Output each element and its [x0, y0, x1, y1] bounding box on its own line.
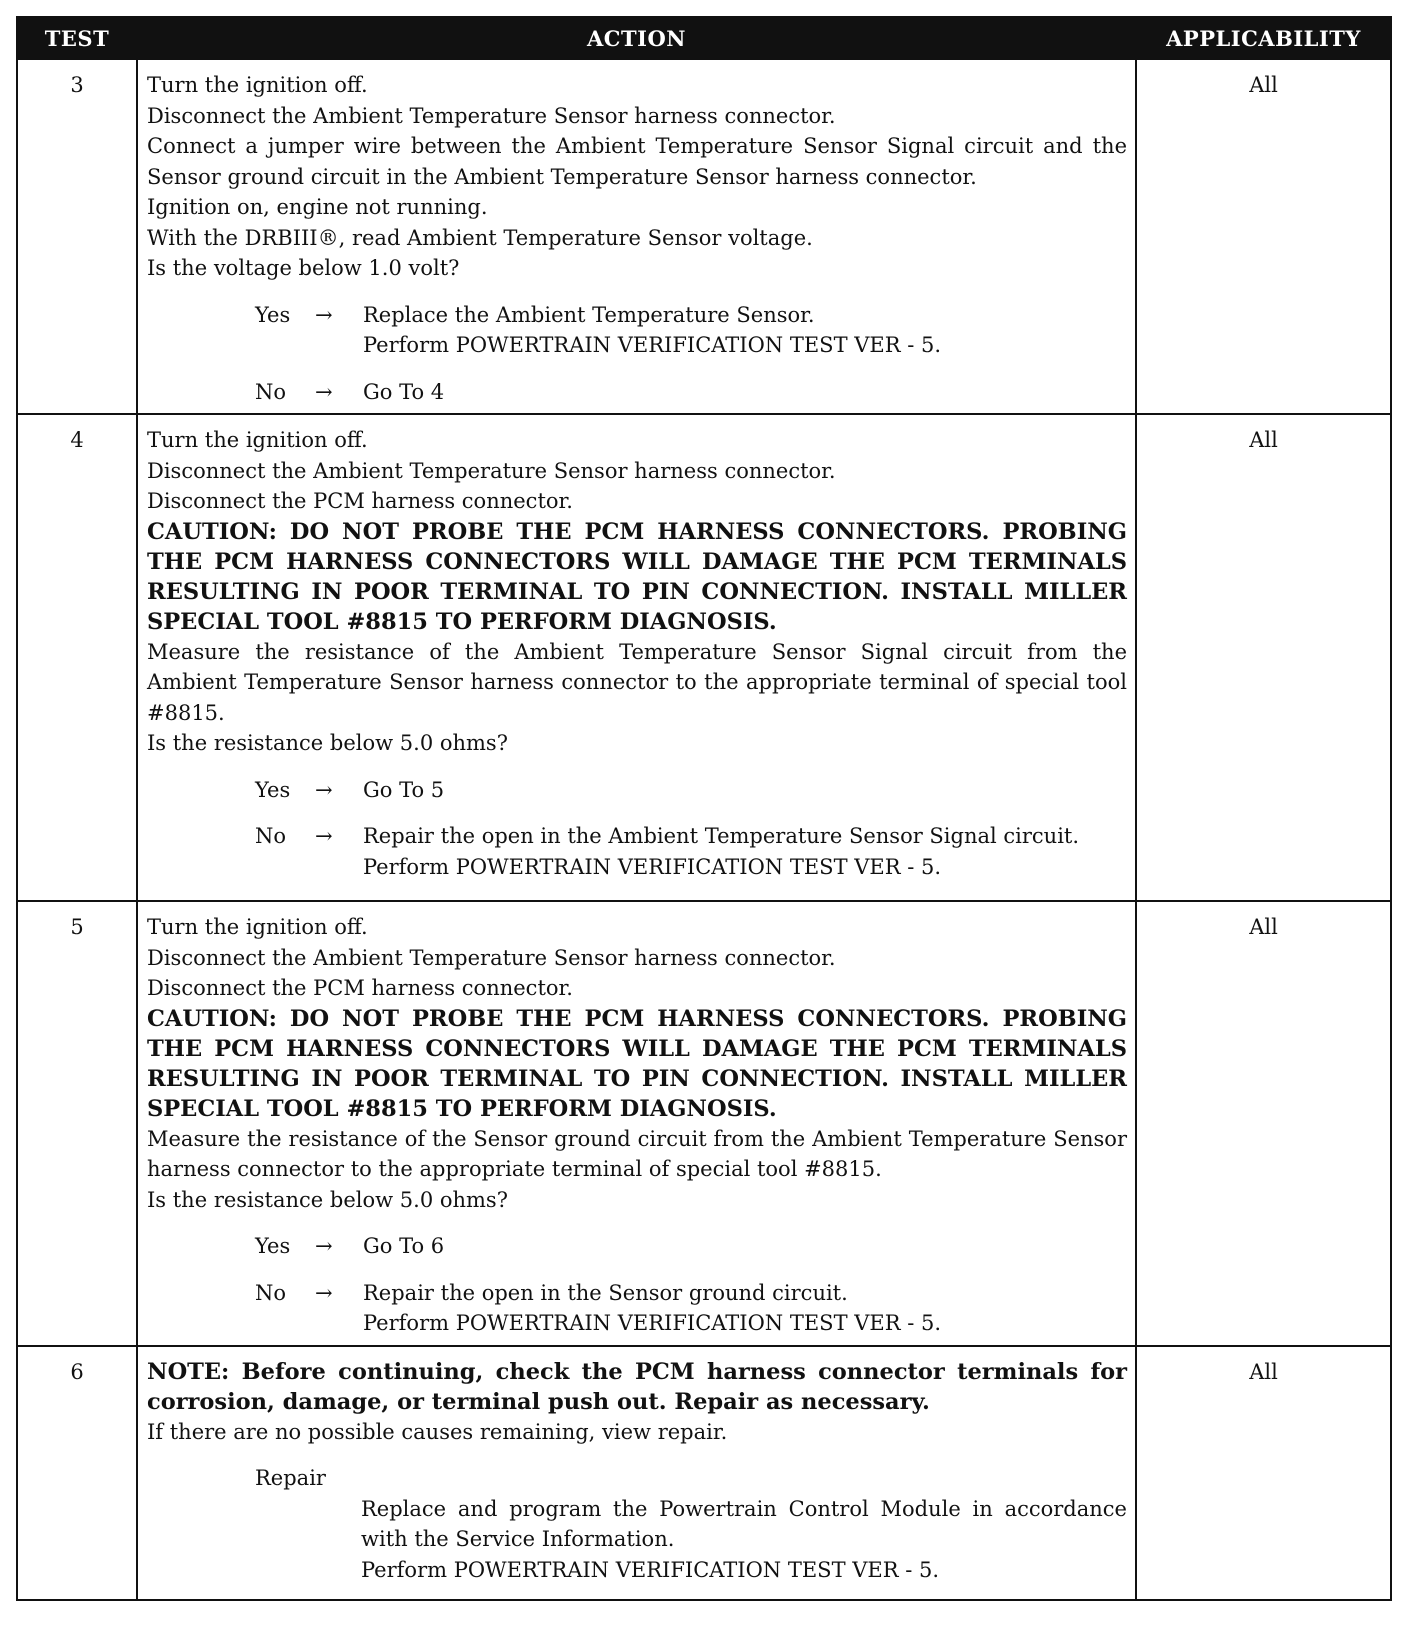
- no-result: [363, 377, 1127, 408]
- question-line: Is the voltage below 1.0 volt?: [147, 256, 460, 280]
- no-label: No: [255, 379, 287, 404]
- result-line: Go To 6: [363, 1234, 445, 1258]
- test-row-5: [17, 901, 1391, 1346]
- diagnostic-test-table: [16, 16, 1390, 1650]
- action-cell: [137, 414, 1136, 901]
- yes-label: Yes: [255, 777, 291, 802]
- result-line: Perform POWERTRAIN VERIFICATION TEST VER - 5.: [363, 1311, 942, 1335]
- step-line: With the DRBIII®, read Ambient Temperature Sensor voltage.: [147, 225, 813, 250]
- header-applicability: APPLICABILITY: [1136, 17, 1391, 59]
- no-branch: [147, 377, 1127, 408]
- yes-result: [363, 300, 1127, 361]
- no-branch: [147, 1278, 1127, 1339]
- result-line: Perform POWERTRAIN VERIFICATION TEST VER - 5.: [363, 333, 942, 357]
- step-line: Disconnect the Ambient Temperature Sensor harness connector.: [147, 945, 836, 970]
- test-row-4: [17, 414, 1391, 901]
- result-line: Go To 5: [363, 777, 445, 802]
- arrow-right-icon: →: [315, 379, 333, 404]
- repair-line: Perform POWERTRAIN VERIFICATION TEST VER - 5.: [361, 1557, 940, 1582]
- action-cell: [137, 59, 1136, 414]
- action-cell: [137, 1346, 1136, 1600]
- step-line: Disconnect the PCM harness connector.: [147, 489, 573, 513]
- yes-result: [363, 775, 1127, 806]
- arrow-right-icon: →: [315, 824, 333, 848]
- header-test: TEST: [17, 17, 137, 59]
- note-text: NOTE: Before continuing, check the PCM harness connector terminals for corrosion, damage, or terminal push out. Repair as necessary.: [147, 1358, 1127, 1415]
- step-line: Disconnect the Ambient Temperature Sensor harness connector.: [147, 103, 836, 128]
- arrow-right-icon: →: [315, 302, 333, 327]
- step-line: Turn the ignition off.: [147, 915, 368, 939]
- repair-instructions: [255, 1494, 1127, 1586]
- step-line: Connect a jumper wire between the Ambient Temperature Sensor Signal circuit and the Sensor ground circuit in the Ambient Temperature Sensor harness connector.: [147, 134, 1127, 189]
- test-row-3: [17, 59, 1391, 414]
- step-line: Measure the resistance of the Ambient Temperature Sensor Signal circuit from the Ambient Temperature Sensor harness connector to the appropriate terminal of special tool #8815.: [147, 639, 1127, 725]
- question-line: Is the resistance below 5.0 ohms?: [147, 731, 508, 755]
- no-result: [363, 821, 1127, 882]
- yes-branch: [147, 300, 1127, 361]
- arrow-right-icon: →: [315, 1280, 333, 1305]
- result-line: Repair the open in the Sensor ground circuit.: [363, 1280, 848, 1305]
- repair-block: [147, 1463, 1127, 1585]
- repair-line: Replace and program the Powertrain Control Module in accordance with the Service Information.: [361, 1496, 1127, 1551]
- arrow-right-icon: →: [315, 1234, 333, 1258]
- result-line: Perform POWERTRAIN VERIFICATION TEST VER - 5.: [363, 854, 942, 879]
- yes-label: Yes: [255, 1234, 291, 1258]
- applicability-value: All: [1136, 1346, 1391, 1600]
- test-number: 4: [17, 414, 137, 901]
- step-line: Measure the resistance of the Sensor ground circuit from the Ambient Temperature Sensor harness connector to the appropriate terminal of special tool #8815.: [147, 1126, 1127, 1181]
- no-label: No: [255, 1280, 287, 1305]
- yes-branch: [147, 1231, 1127, 1262]
- no-result: [363, 1278, 1127, 1339]
- yes-result: [363, 1231, 1127, 1262]
- no-label: No: [255, 824, 287, 848]
- test-number: 5: [17, 901, 137, 1346]
- test-number: 3: [17, 59, 137, 414]
- action-cell: [137, 901, 1136, 1346]
- applicability-value: All: [1136, 414, 1391, 901]
- step-line: Disconnect the Ambient Temperature Sensor harness connector.: [147, 458, 836, 483]
- result-line: Go To 4: [363, 379, 445, 404]
- applicability-value: All: [1136, 901, 1391, 1346]
- step-line: If there are no possible causes remaining, view repair.: [147, 1419, 728, 1444]
- test-table: [16, 16, 1392, 1601]
- caution-text: CAUTION: DO NOT PROBE THE PCM HARNESS CONNECTORS. PROBING THE PCM HARNESS CONNECTORS WILL DAMAGE THE PCM TERMINALS RESULTING IN POOR TERMINAL TO PIN CONNECTION. INSTALL MILLER SPECIAL TOOL #8815 TO PERFORM DIAGNOSIS.: [147, 518, 1127, 635]
- header-action: ACTION: [137, 17, 1136, 59]
- yes-label: Yes: [255, 302, 291, 327]
- test-number: 6: [17, 1346, 137, 1600]
- test-row-6: [17, 1346, 1391, 1600]
- no-branch: [147, 821, 1127, 882]
- step-line: Turn the ignition off.: [147, 73, 368, 97]
- step-line: Ignition on, engine not running.: [147, 195, 488, 219]
- arrow-right-icon: →: [315, 777, 333, 802]
- result-line: Repair the open in the Ambient Temperature Sensor Signal circuit.: [363, 824, 1080, 848]
- caution-text: CAUTION: DO NOT PROBE THE PCM HARNESS CONNECTORS. PROBING THE PCM HARNESS CONNECTORS WILL DAMAGE THE PCM TERMINALS RESULTING IN POOR TERMINAL TO PIN CONNECTION. INSTALL MILLER SPECIAL TOOL #8815 TO PERFORM DIAGNOSIS.: [147, 1005, 1127, 1122]
- yes-branch: [147, 775, 1127, 806]
- step-line: Disconnect the PCM harness connector.: [147, 976, 573, 1000]
- header-row: [17, 17, 1391, 59]
- repair-label: Repair: [255, 1466, 326, 1490]
- result-line: Replace the Ambient Temperature Sensor.: [363, 302, 815, 327]
- question-line: Is the resistance below 5.0 ohms?: [147, 1187, 508, 1212]
- applicability-value: All: [1136, 59, 1391, 414]
- step-line: Turn the ignition off.: [147, 428, 368, 452]
